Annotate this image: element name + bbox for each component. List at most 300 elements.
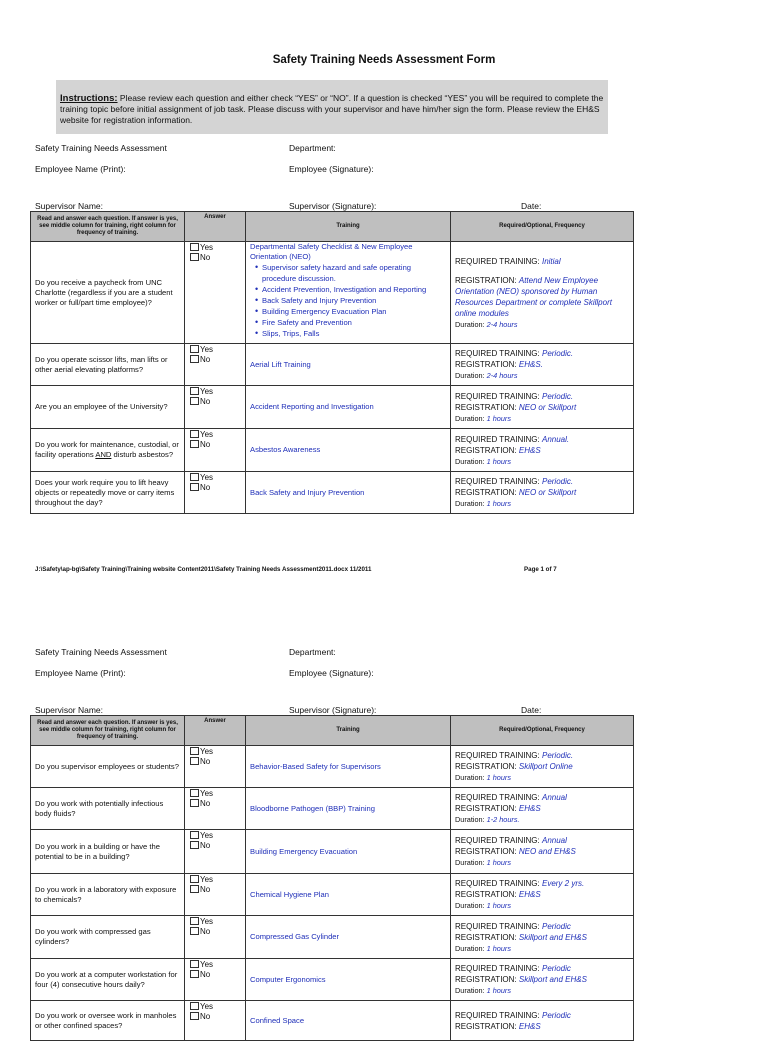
yes-label: Yes <box>200 243 214 252</box>
required-label: REQUIRED TRAINING: <box>455 1010 540 1020</box>
requirement-cell <box>451 959 634 1001</box>
duration-value: 1 hours <box>486 858 511 867</box>
required-column-header: Required/Optional, Frequency <box>451 212 634 242</box>
training-subtopic: • Accident Prevention, Investigation and Reporting <box>258 284 446 295</box>
no-checkbox[interactable] <box>190 253 199 261</box>
registration-line <box>455 445 629 456</box>
training-cell <box>246 472 451 514</box>
duration-line <box>455 413 629 424</box>
no-option <box>190 253 245 263</box>
table-row <box>31 472 634 514</box>
requirement-cell <box>451 1001 634 1041</box>
yes-option <box>190 1002 245 1012</box>
training-topic: Chemical Hygiene Plan <box>250 889 329 899</box>
question-cell <box>31 874 185 916</box>
training-cell <box>246 916 451 959</box>
question-cell <box>31 429 185 472</box>
duration-label: Duration: <box>455 413 485 423</box>
required-frequency: Initial <box>541 256 561 266</box>
registration-line <box>455 402 629 413</box>
duration-value: 2-4 hours <box>486 371 518 380</box>
yes-option <box>190 473 245 483</box>
duration-label: Duration: <box>455 858 485 867</box>
yes-label: Yes <box>200 960 214 969</box>
supervisor-name-field[interactable]: Supervisor Name: <box>35 201 104 211</box>
yes-option <box>190 875 245 885</box>
employee-name-field-p2[interactable]: Employee Name (Print): <box>35 668 126 678</box>
supervisor-name-field-p2[interactable]: Supervisor Name: <box>35 705 104 715</box>
employee-signature-field-p2[interactable]: Employee (Signature): <box>289 668 374 678</box>
yes-label: Yes <box>200 430 214 439</box>
question-text: Do you receive a paycheck from UNC Charlotte (regardless if you are a student worker or full/part time employee)? <box>35 277 173 307</box>
yes-checkbox[interactable] <box>190 430 199 438</box>
registration-value: NEO and EH&S <box>518 847 576 856</box>
required-line <box>455 391 629 402</box>
duration-line <box>455 370 629 381</box>
instructions-text: Please review each question and either check “YES” or “NO”. If a question is checked “YES” you will be required to complete the training topic before initial assignment of job task. Please discuss with your supervisor and have him/her sign the form. Please review the EH&S website for registration information. <box>60 93 604 125</box>
yes-checkbox[interactable] <box>190 875 199 883</box>
registration-line <box>455 932 629 943</box>
question-cell <box>31 959 185 1001</box>
registration-value: NEO or Skillport <box>518 402 577 412</box>
duration-value: 1 hours <box>486 413 511 423</box>
registration-line <box>455 761 629 772</box>
yes-label: Yes <box>200 875 214 884</box>
required-label: REQUIRED TRAINING: <box>455 391 540 401</box>
answer-cell <box>185 429 246 472</box>
no-option <box>190 970 245 980</box>
yes-label: Yes <box>200 473 214 482</box>
required-frequency: Periodic. <box>541 477 574 486</box>
registration-line <box>455 1021 629 1032</box>
requirement-cell <box>451 344 634 386</box>
yes-checkbox[interactable] <box>190 243 199 251</box>
question-text: Does your work require you to lift heavy objects or repeatedly move or carry items throughout the day? <box>35 477 175 507</box>
question-cell <box>31 788 185 830</box>
duration-value: 1 hours <box>486 773 511 782</box>
yes-label: Yes <box>200 789 214 798</box>
required-line <box>455 835 629 846</box>
required-label: REQUIRED TRAINING: <box>455 836 540 845</box>
required-label: REQUIRED TRAINING: <box>455 921 540 931</box>
training-subtopic: • Back Safety and Injury Prevention <box>258 295 446 306</box>
required-frequency: Periodic. <box>541 391 574 401</box>
required-line <box>455 963 629 974</box>
supervisor-signature-field[interactable]: Supervisor (Signature): <box>289 201 377 211</box>
registration-value: EH&S <box>518 1021 541 1031</box>
duration-line <box>455 985 629 996</box>
question-cell <box>31 386 185 429</box>
required-label: REQUIRED TRAINING: <box>455 751 540 760</box>
required-line <box>455 1010 629 1021</box>
required-frequency: Annual. <box>541 434 570 444</box>
table-row <box>31 746 634 788</box>
requirement-cell <box>451 830 634 874</box>
no-label: No <box>200 1012 211 1021</box>
required-label: REQUIRED TRAINING: <box>455 434 540 444</box>
registration-value: Skillport Online <box>518 762 573 771</box>
training-topic: Accident Reporting and Investigation <box>250 402 374 411</box>
required-line <box>455 792 629 803</box>
registration-line <box>455 974 629 985</box>
no-checkbox[interactable] <box>190 355 199 363</box>
duration-label: Duration: <box>455 815 485 824</box>
registration-line <box>455 803 629 814</box>
question-text: Do you work with compressed gas cylinders? <box>35 927 151 946</box>
yes-checkbox[interactable] <box>190 747 199 755</box>
table-row <box>31 916 634 959</box>
requirement-cell <box>451 874 634 916</box>
training-cell <box>246 429 451 472</box>
no-option <box>190 397 245 407</box>
requirement-cell <box>451 242 634 344</box>
question-cell <box>31 472 185 514</box>
no-label: No <box>200 483 211 492</box>
duration-label: Duration: <box>455 456 485 466</box>
yes-option <box>190 789 245 799</box>
training-topic: Back Safety and Injury Prevention <box>250 487 365 497</box>
answer-column-header: Answer <box>185 716 246 746</box>
registration-label: REGISTRATION: <box>455 402 517 412</box>
registration-value: Attend New Employee Orientation (NEO) sponsored by Human Resources Department or complete Skillport online modules <box>455 275 612 318</box>
no-checkbox[interactable] <box>190 885 199 893</box>
spacer <box>455 267 629 275</box>
duration-value: 1 hours <box>486 901 511 910</box>
question-text: Are you an employee of the University? <box>35 402 168 411</box>
training-cell <box>246 788 451 830</box>
question-text: Do you work or oversee work in manholes or other confined spaces? <box>35 1010 177 1030</box>
table-row <box>31 242 634 344</box>
registration-label: REGISTRATION: <box>455 360 517 369</box>
question-cell <box>31 916 185 959</box>
yes-label: Yes <box>200 387 214 396</box>
yes-label: Yes <box>200 345 214 354</box>
training-column-header: Training <box>246 212 451 242</box>
yes-checkbox[interactable] <box>190 387 199 395</box>
training-subtopic: • Fire Safety and Prevention <box>258 317 446 328</box>
registration-label: REGISTRATION: <box>455 762 517 771</box>
question-text: Do you work in a building or have the potential to be in a building? <box>35 841 160 861</box>
assessment-label: Safety Training Needs Assessment <box>35 143 167 153</box>
registration-label: REGISTRATION: <box>455 804 517 813</box>
yes-label: Yes <box>200 1002 214 1011</box>
requirement-cell <box>451 788 634 830</box>
no-checkbox[interactable] <box>190 927 199 935</box>
no-checkbox[interactable] <box>190 841 199 849</box>
answer-cell <box>185 1001 246 1041</box>
training-cell <box>246 959 451 1001</box>
yes-option <box>190 960 245 970</box>
registration-label: REGISTRATION: <box>455 932 517 942</box>
answer-cell <box>185 472 246 514</box>
training-subtopics <box>250 262 446 339</box>
question-text: Do you operate scissor lifts, man lifts or other aerial elevating platforms? <box>35 354 168 374</box>
required-line <box>455 878 629 889</box>
requirement-cell <box>451 429 634 472</box>
training-cell <box>246 874 451 916</box>
duration-value: 1 hours <box>486 499 511 508</box>
answer-cell <box>185 386 246 429</box>
required-label: REQUIRED TRAINING: <box>455 879 540 888</box>
yes-label: Yes <box>200 747 214 756</box>
no-checkbox[interactable] <box>190 757 199 765</box>
no-label: No <box>200 885 211 894</box>
no-checkbox[interactable] <box>190 397 199 405</box>
required-frequency: Annual <box>541 836 567 845</box>
required-label: REQUIRED TRAINING: <box>455 349 540 358</box>
no-checkbox[interactable] <box>190 970 199 978</box>
training-topic: Aerial Lift Training <box>250 359 311 369</box>
registration-label: REGISTRATION: <box>455 975 517 984</box>
required-line <box>455 921 629 932</box>
yes-checkbox[interactable] <box>190 917 199 925</box>
no-label: No <box>200 757 211 766</box>
required-frequency: Periodic <box>541 1010 571 1020</box>
duration-label: Duration: <box>455 371 485 380</box>
required-frequency: Periodic <box>541 921 571 931</box>
table-row <box>31 830 634 874</box>
requirement-cell <box>451 916 634 959</box>
instructions-box <box>56 80 608 134</box>
training-cell <box>246 746 451 788</box>
requirement-cell <box>451 746 634 788</box>
form-title: Safety Training Needs Assessment Form <box>272 54 496 66</box>
training-topic: Building Emergency Evacuation <box>250 846 358 856</box>
question-text: disturb asbestos? <box>111 450 174 459</box>
question-cell <box>31 1001 185 1041</box>
required-label: REQUIRED TRAINING: <box>455 793 540 802</box>
duration-label: Duration: <box>455 773 485 782</box>
training-column-header: Training <box>246 716 451 746</box>
registration-value: Skillport and EH&S <box>518 975 587 984</box>
registration-line <box>455 487 629 498</box>
answer-cell <box>185 959 246 1001</box>
answer-cell <box>185 916 246 959</box>
required-line <box>455 750 629 761</box>
duration-label: Duration: <box>455 901 485 910</box>
answer-cell <box>185 830 246 874</box>
duration-line <box>455 900 629 911</box>
required-label: REQUIRED TRAINING: <box>455 477 540 486</box>
training-subtopic: • Slips, Trips, Falls <box>258 328 446 339</box>
registration-value: NEO or Skillport <box>518 488 577 497</box>
requirement-cell <box>451 472 634 514</box>
table-row <box>31 959 634 1001</box>
question-text: Do you supervisor employees or students? <box>35 761 179 771</box>
registration-label: REGISTRATION: <box>455 275 517 285</box>
required-line <box>455 348 629 359</box>
required-label: REQUIRED TRAINING: <box>455 256 540 266</box>
required-frequency: Every 2 yrs. <box>541 879 585 888</box>
registration-label: REGISTRATION: <box>455 847 517 856</box>
answer-cell <box>185 874 246 916</box>
registration-line <box>455 359 629 370</box>
registration-label: REGISTRATION: <box>455 890 517 899</box>
employee-name-field[interactable]: Employee Name (Print): <box>35 164 126 174</box>
no-option <box>190 757 245 767</box>
department-field-p2[interactable]: Department: <box>289 647 336 657</box>
required-frequency: Periodic <box>541 964 571 973</box>
no-checkbox[interactable] <box>190 799 199 807</box>
duration-line <box>455 319 629 330</box>
required-label: REQUIRED TRAINING: <box>455 964 540 973</box>
table-row <box>31 788 634 830</box>
table-row <box>31 386 634 429</box>
required-line <box>455 434 629 445</box>
training-subtopic: • Building Emergency Evacuation Plan <box>258 306 446 317</box>
answer-cell <box>185 788 246 830</box>
yes-checkbox[interactable] <box>190 789 199 797</box>
answer-cell <box>185 344 246 386</box>
assessment-table-page1 <box>30 211 634 514</box>
table-row <box>31 874 634 916</box>
yes-option <box>190 747 245 757</box>
training-cell <box>246 1001 451 1041</box>
question-cell <box>31 746 185 788</box>
yes-checkbox[interactable] <box>190 960 199 968</box>
registration-label: REGISTRATION: <box>455 488 517 497</box>
date-field[interactable]: Date: <box>521 201 542 211</box>
no-option <box>190 927 245 937</box>
registration-label: REGISTRATION: <box>455 1021 517 1031</box>
no-checkbox[interactable] <box>190 440 199 448</box>
no-label: No <box>200 397 211 406</box>
date-field-p2[interactable]: Date: <box>521 705 542 715</box>
requirement-cell <box>451 386 634 429</box>
table-row <box>31 1001 634 1041</box>
training-topic: Asbestos Awareness <box>250 445 321 454</box>
no-checkbox[interactable] <box>190 1012 199 1020</box>
required-line <box>455 256 629 267</box>
no-label: No <box>200 440 211 449</box>
no-option <box>190 1012 245 1022</box>
department-field[interactable]: Department: <box>289 143 336 153</box>
registration-line <box>455 889 629 900</box>
yes-option <box>190 831 245 841</box>
training-topic: Bloodborne Pathogen (BBP) Training <box>250 803 375 813</box>
answer-cell <box>185 746 246 788</box>
yes-option <box>190 243 245 253</box>
yes-checkbox[interactable] <box>190 831 199 839</box>
instructions-label: Instructions: <box>60 93 118 104</box>
duration-line <box>455 857 629 868</box>
no-option <box>190 885 245 895</box>
no-label: No <box>200 841 211 850</box>
no-option <box>190 440 245 450</box>
yes-label: Yes <box>200 831 214 840</box>
duration-line <box>455 498 629 509</box>
duration-label: Duration: <box>455 499 485 508</box>
yes-checkbox[interactable] <box>190 345 199 353</box>
registration-value: EH&S <box>518 804 541 813</box>
no-label: No <box>200 799 211 808</box>
question-column-header: Read and answer each question. If answer is yes, see middle column for training, right column for frequency of training. <box>31 716 185 746</box>
training-cell <box>246 386 451 429</box>
required-frequency: Periodic. <box>541 349 574 358</box>
question-text: AND <box>95 450 112 459</box>
registration-value: EH&S. <box>518 360 543 369</box>
training-cell <box>246 830 451 874</box>
registration-label: REGISTRATION: <box>455 445 517 455</box>
yes-label: Yes <box>200 917 214 926</box>
duration-line <box>455 456 629 467</box>
training-topic: Confined Space <box>250 1015 305 1025</box>
no-option <box>190 355 245 365</box>
no-label: No <box>200 355 211 364</box>
footer-page-number: Page 1 of 7 <box>524 566 557 573</box>
required-frequency: Annual <box>541 793 567 802</box>
required-column-header: Required/Optional, Frequency <box>451 716 634 746</box>
duration-line <box>455 772 629 783</box>
footer-file-path: J:\Safety\ap-bg\Safety Training\Training website Content2011\Safety Training Needs Assessment2011.docx 11/2011 <box>35 566 372 573</box>
training-topic: Computer Ergonomics <box>250 974 326 984</box>
question-text: Do you work for maintenance, custodial, or facility operations <box>35 440 179 459</box>
no-checkbox[interactable] <box>190 483 199 491</box>
training-cell <box>246 344 451 386</box>
duration-line <box>455 814 629 825</box>
yes-checkbox[interactable] <box>190 1002 199 1010</box>
question-cell <box>31 344 185 386</box>
no-option <box>190 799 245 809</box>
duration-value: 1-2 hours. <box>486 815 520 824</box>
answer-column-header: Answer <box>185 212 246 242</box>
duration-value: 1 hours <box>486 456 511 466</box>
no-label: No <box>200 970 211 979</box>
training-topic: Behavior-Based Safety for Supervisors <box>250 761 381 771</box>
no-label: No <box>200 253 211 262</box>
question-text: Do you work with potentially infectious body fluids? <box>35 798 164 818</box>
question-column-header: Read and answer each question. If answer is yes, see middle column for training, right column for frequency of training. <box>31 212 185 242</box>
registration-value: EH&S <box>518 445 541 455</box>
training-topic: Departmental Safety Checklist & New Employee Orientation (NEO) <box>250 242 413 261</box>
no-option <box>190 483 245 493</box>
duration-value: 1 hours <box>486 943 511 953</box>
no-label: No <box>200 927 211 936</box>
answer-cell <box>185 242 246 344</box>
yes-checkbox[interactable] <box>190 473 199 481</box>
table-row <box>31 344 634 386</box>
assessment-table-page2 <box>30 715 634 1041</box>
required-line <box>455 476 629 487</box>
supervisor-signature-field-p2[interactable]: Supervisor (Signature): <box>289 705 377 715</box>
registration-value: EH&S <box>518 890 541 899</box>
registration-line <box>455 275 629 319</box>
question-text: Do you work at a computer workstation for four (4) consecutive hours daily? <box>35 969 178 989</box>
registration-value: Skillport and EH&S <box>518 932 587 942</box>
question-text: Do you work in a laboratory with exposure to chemicals? <box>35 884 177 904</box>
yes-option <box>190 917 245 927</box>
required-frequency: Periodic. <box>541 751 574 760</box>
duration-label: Duration: <box>455 319 485 329</box>
question-cell <box>31 830 185 874</box>
table-row <box>31 429 634 472</box>
training-topic: Compressed Gas Cylinder <box>250 932 340 941</box>
training-subtopic: • Supervisor safety hazard and safe operating procedure discussion. <box>258 262 446 284</box>
duration-value: 1 hours <box>486 986 511 995</box>
no-option <box>190 841 245 851</box>
duration-line <box>455 943 629 954</box>
duration-label: Duration: <box>455 943 485 953</box>
employee-signature-field[interactable]: Employee (Signature): <box>289 164 374 174</box>
registration-line <box>455 846 629 857</box>
assessment-label-p2: Safety Training Needs Assessment <box>35 647 167 657</box>
yes-option <box>190 430 245 440</box>
yes-option <box>190 387 245 397</box>
training-cell <box>246 242 451 344</box>
question-cell <box>31 242 185 344</box>
duration-label: Duration: <box>455 986 485 995</box>
yes-option <box>190 345 245 355</box>
